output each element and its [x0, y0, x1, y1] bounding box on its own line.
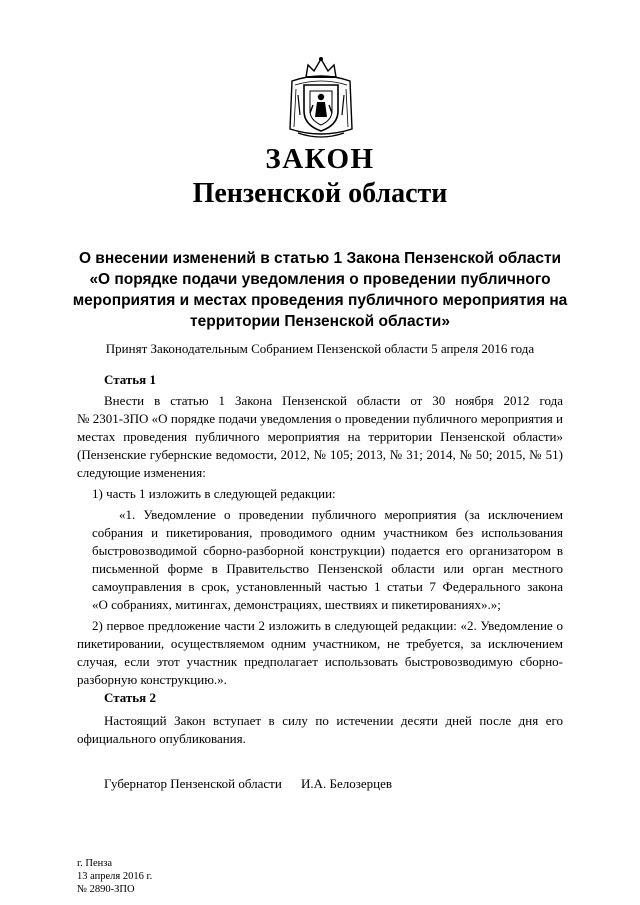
law-heading [70, 248, 570, 332]
article-1-line: письменной форме в Правительство Пензенской области или орган местного [92, 561, 563, 576]
article-1-line: местах проведения публичного мероприятия на территории Пензенской области» [77, 429, 563, 444]
article-1-title: Статья 1 [104, 372, 156, 387]
heading-line: территории Пензенской области» [190, 313, 450, 330]
heading-line: «О порядке подачи уведомления о проведении публичного [89, 271, 551, 288]
article-1-line: разборную конструкцию.». [77, 672, 227, 687]
article-2-line: официального опубликования. [77, 731, 246, 746]
article-1-line: «О собраниях, митингах, демонстрациях, шествиях и пикетированиях».»; [92, 597, 501, 612]
article-1-line: собрания и пикетирования, проводимого одним участником без использования [92, 525, 563, 540]
law-region: Пензенской области [192, 178, 448, 209]
article-1-line: быстровозводимой сборно-разборной конструкции) подается его организатором в [92, 543, 563, 558]
adoption-note: Принят Законодательным Собранием Пензенской области 5 апреля 2016 года [105, 341, 535, 356]
heading-line: мероприятия и местах проведения публичного мероприятия на [72, 292, 568, 309]
article-2-line: Настоящий Закон вступает в силу по истечении десяти дней после дня его [104, 713, 563, 728]
article-1-line: «1. Уведомление о проведении публичного мероприятия (за исключением [119, 507, 563, 522]
article-1-line: пикетировании, осуществляемом одним участником, не требуется, за исключением [77, 636, 563, 651]
footer-city: г. Пенза [77, 858, 113, 869]
heading-line: О внесении изменений в статью 1 Закона Пензенской области [78, 250, 562, 267]
law-title: ЗАКОН [265, 143, 375, 175]
article-1-line: самоуправления в срок, установленный частью 1 статьи 7 Федерального закона [92, 579, 563, 594]
article-1-line: (Пензенские губернские ведомости, 2012, № 105; 2013, № 31; 2014, № 50; 2015, № 51) [77, 447, 563, 462]
footer-date: 13 апреля 2016 г. [77, 871, 153, 882]
article-1-line: Внести в статью 1 Закона Пензенской области от 30 ноября 2012 года [104, 393, 563, 408]
penza-coat-of-arms-icon [286, 55, 356, 143]
article-1-line: 2) первое предложение части 2 изложить в следующей редакции: «2. Уведомление о [92, 618, 563, 633]
signature-block [104, 776, 392, 792]
signer-position: Губернатор Пензенской области [104, 776, 282, 791]
signer-name: И.А. Белозерцев [301, 776, 393, 791]
article-1-line: № 2301-ЗПО «О порядке подачи уведомления о проведении публичного мероприятия и [77, 411, 563, 426]
article-1-line: случая, если этот участник предполагает использовать быстровозводимую сборно- [77, 654, 563, 669]
article-2-title: Статья 2 [104, 690, 156, 705]
article-1-line: следующие изменения: [77, 465, 206, 480]
footer-number: № 2890-ЗПО [77, 884, 135, 895]
article-1-line: 1) часть 1 изложить в следующей редакции: [92, 486, 336, 501]
